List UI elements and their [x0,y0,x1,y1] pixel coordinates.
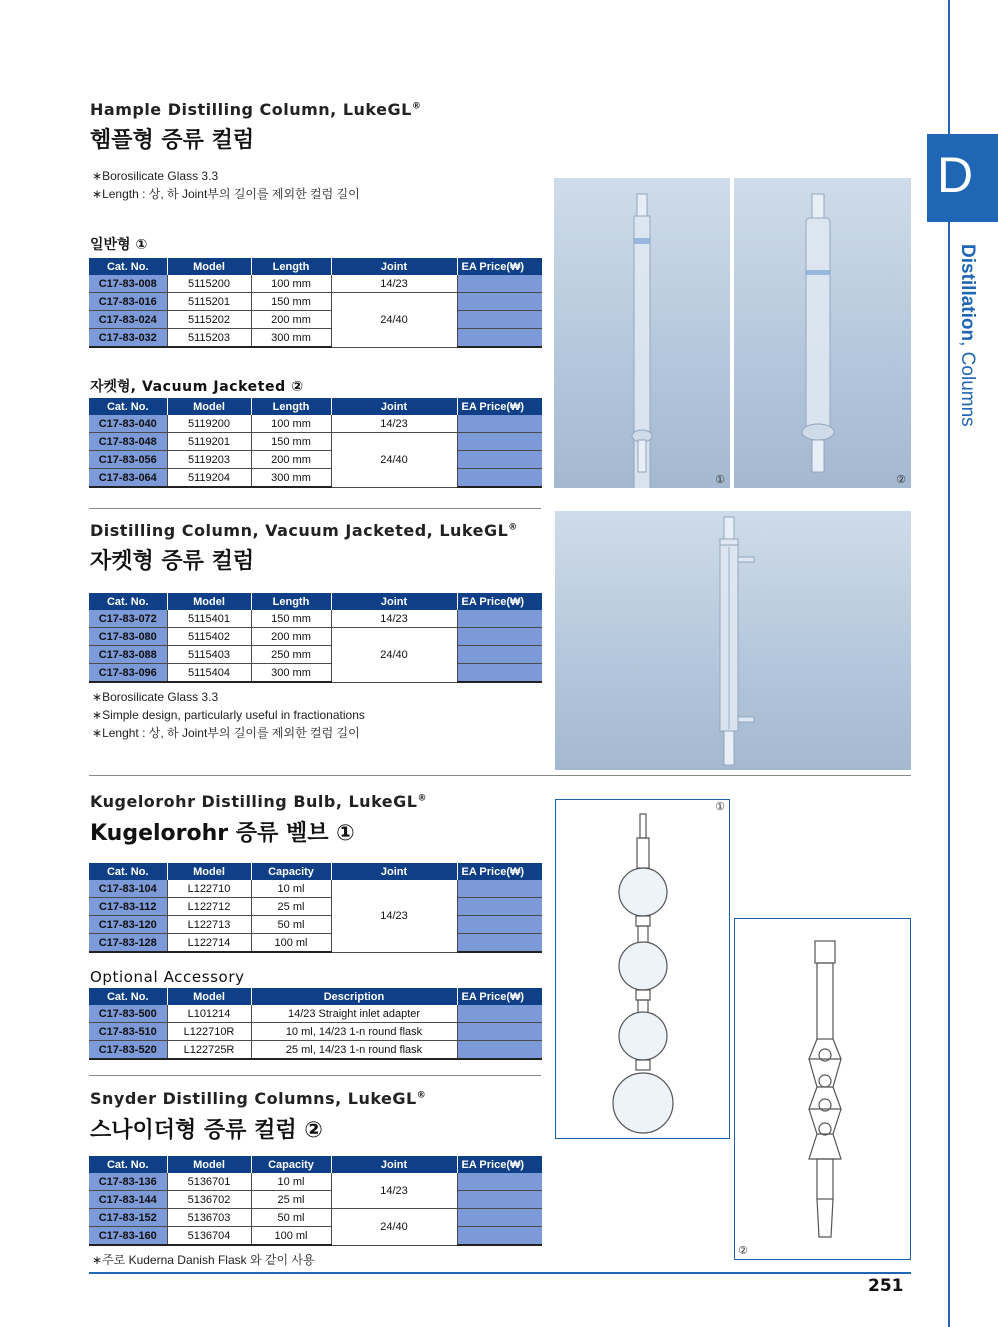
model: 5119201 [167,433,251,451]
model: L122710R [167,1023,251,1041]
note-line: ∗ Borosilicate Glass 3.3 [92,688,365,706]
hample-photo-2 [734,178,911,488]
capacity: 100 ml [251,1227,331,1246]
joint: 14/23 [331,275,457,293]
cat-no: C17-83-120 [89,916,167,934]
cat-no: C17-83-016 [89,293,167,311]
cat-no: C17-83-104 [89,880,167,898]
cat-no: C17-83-040 [89,415,167,433]
model: L122725R [167,1041,251,1060]
cat-no: C17-83-048 [89,433,167,451]
price-cell [457,1041,542,1060]
table-row [89,433,542,451]
price-cell [457,610,542,628]
cat-no: C17-83-056 [89,451,167,469]
length: 200 mm [251,311,331,329]
note-line: ∗ Simple design, particularly useful in fractionations [92,706,365,724]
col-header: Model [167,593,251,610]
vacuum-notes [92,688,365,742]
model: 5115202 [167,311,251,329]
col-header: EA Price(₩) [457,863,542,880]
snyder-title-en: Snyder Distilling Columns, LukeGL® [90,1089,427,1108]
price-cell [457,664,542,683]
photo-mark: ② [896,473,906,486]
joint: 24/40 [331,433,457,488]
hample-title-ko: 헴플형 증류 컬럼 [90,128,255,153]
length: 200 mm [251,628,331,646]
cat-no: C17-83-160 [89,1227,167,1246]
page-number: 251 [868,1276,904,1296]
model: 5119204 [167,469,251,488]
price-cell [457,1023,542,1041]
model: 5115401 [167,610,251,628]
length: 300 mm [251,664,331,683]
table-header-row [89,863,542,880]
table-row [89,628,542,646]
side-tab-letter-box [927,134,998,222]
kugelrohr-title-en: Kugelorohr Distilling Bulb, LukeGL® [90,792,427,811]
capacity: 100 ml [251,934,331,953]
capacity: 25 ml [251,1191,331,1209]
cat-no: C17-83-112 [89,898,167,916]
model: 5119200 [167,415,251,433]
cat-no: C17-83-080 [89,628,167,646]
hample-notes [92,167,360,203]
length: 300 mm [251,329,331,348]
section-divider [89,1075,541,1076]
length: 300 mm [251,469,331,488]
model: L101214 [167,1005,251,1023]
accessory-table [89,988,542,1060]
price-cell [457,646,542,664]
table-row [89,664,542,683]
table-row [89,451,542,469]
col-header: Capacity [251,1156,331,1173]
cat-no: C17-83-520 [89,1041,167,1060]
bulb-illustration [556,800,729,1138]
table-row [89,293,542,311]
length: 150 mm [251,610,331,628]
table-row [89,311,542,329]
col-header: Cat. No. [89,593,167,610]
col-header: EA Price(₩) [457,593,542,610]
col-header: Cat. No. [89,398,167,415]
length: 150 mm [251,433,331,451]
col-header: Joint [331,593,457,610]
table-row [89,1023,542,1041]
column-illustration [554,178,730,488]
hample-general-label: 일반형 ① [90,237,148,253]
length: 250 mm [251,646,331,664]
model: 5136703 [167,1209,251,1227]
cat-no: C17-83-064 [89,469,167,488]
snyder-table [89,1156,542,1246]
cat-no: C17-83-144 [89,1191,167,1209]
model: 5115403 [167,646,251,664]
section-divider [89,775,911,776]
col-header: Joint [331,258,457,275]
table-row [89,275,542,293]
cat-no: C17-83-128 [89,934,167,953]
model: L122713 [167,916,251,934]
snyder-column-illustration [735,919,910,1259]
table-row [89,415,542,433]
hample-jacketed-label: 자켓형, Vacuum Jacketed ② [90,379,304,395]
table-header-row [89,988,542,1005]
price-cell [457,628,542,646]
col-header: Description [251,988,457,1005]
col-header: Model [167,398,251,415]
price-cell [457,415,542,433]
col-header: Model [167,863,251,880]
col-header: Joint [331,398,457,415]
length: 100 mm [251,275,331,293]
photo-mark: ① [715,800,725,813]
table-header-row [89,398,542,415]
hample-title-en: Hample Distilling Column, LukeGL® [90,100,422,119]
cat-no: C17-83-136 [89,1173,167,1191]
model: L122710 [167,880,251,898]
photo-mark: ② [738,1244,748,1257]
joint: 14/23 [331,610,457,628]
cat-no: C17-83-500 [89,1005,167,1023]
side-tab-label [952,244,982,464]
note-line: ∗ Length : 상, 하 Joint부의 길이를 제외한 컬럼 길이 [92,185,360,203]
vacuum-title-en: Distilling Column, Vacuum Jacketed, LukeGL® [90,521,518,540]
cat-no: C17-83-032 [89,329,167,348]
hample-general-table [89,258,542,348]
col-header: Capacity [251,863,331,880]
col-header: EA Price(₩) [457,1156,542,1173]
price-cell [457,916,542,934]
model: L122714 [167,934,251,953]
col-header: Cat. No. [89,863,167,880]
price-cell [457,1173,542,1191]
price-cell [457,934,542,953]
col-header: EA Price(₩) [457,398,542,415]
model: 5136704 [167,1227,251,1246]
joint: 24/40 [331,628,457,683]
model: 5115203 [167,329,251,348]
model: 5115402 [167,628,251,646]
photo-mark: ① [715,473,725,486]
price-cell [457,1227,542,1246]
cat-no: C17-83-008 [89,275,167,293]
capacity: 50 ml [251,1209,331,1227]
table-row [89,1173,542,1191]
snyder-photo [734,918,911,1260]
price-cell [457,293,542,311]
col-header: EA Price(₩) [457,988,542,1005]
capacity: 50 ml [251,916,331,934]
kugelrohr-photo [555,799,730,1139]
col-header: Length [251,258,331,275]
joint: 14/23 [331,1173,457,1209]
price-cell [457,311,542,329]
length: 200 mm [251,451,331,469]
cat-no: C17-83-096 [89,664,167,683]
note-line: ∗ Lenght : 상, 하 Joint부의 길이를 제외한 컬럼 길이 [92,724,365,742]
col-header: Cat. No. [89,988,167,1005]
length: 100 mm [251,415,331,433]
accessory-title: Optional Accessory [90,968,245,986]
cat-no: C17-83-072 [89,610,167,628]
joint: 14/23 [331,415,457,433]
table-row [89,934,542,953]
price-cell [457,880,542,898]
hample-jacketed-table [89,398,542,488]
model: 5115201 [167,293,251,311]
hample-photo-1 [554,178,730,488]
model: L122712 [167,898,251,916]
table-row [89,646,542,664]
description: 10 ml, 14/23 1-n round flask [251,1023,457,1041]
col-header: Cat. No. [89,258,167,275]
side-tab-subcategory: , Columns [957,341,978,427]
table-row [89,1227,542,1246]
table-header-row [89,593,542,610]
kugelrohr-title-ko: Kugelorohr 증류 벨브 ① [90,821,355,846]
table-row [89,1005,542,1023]
capacity: 10 ml [251,880,331,898]
table-row [89,469,542,488]
price-cell [457,1005,542,1023]
capacity: 25 ml [251,898,331,916]
vacuum-column-illustration [555,511,911,770]
joint: 24/40 [331,293,457,348]
snyder-notes [92,1251,315,1269]
price-cell [457,1209,542,1227]
price-cell [457,469,542,488]
table-row [89,1041,542,1060]
cat-no: C17-83-088 [89,646,167,664]
model: 5119203 [167,451,251,469]
note-line: ∗ Borosilicate Glass 3.3 [92,167,360,185]
col-header: Joint [331,863,457,880]
model: 5136701 [167,1173,251,1191]
table-row [89,1191,542,1209]
footer-rule [89,1272,911,1274]
col-header: Length [251,593,331,610]
table-row [89,880,542,898]
joint: 24/40 [331,1209,457,1246]
table-row [89,898,542,916]
model: 5136702 [167,1191,251,1209]
description: 14/23 Straight inlet adapter [251,1005,457,1023]
vacuum-table [89,593,542,683]
table-row [89,610,542,628]
model: 5115200 [167,275,251,293]
model: 5115404 [167,664,251,683]
cat-no: C17-83-024 [89,311,167,329]
vacuum-title-ko: 자켓형 증류 컬럼 [90,549,255,574]
col-header: Joint [331,1156,457,1173]
price-cell [457,898,542,916]
jacketed-column-illustration [734,178,911,488]
table-row [89,1209,542,1227]
capacity: 10 ml [251,1173,331,1191]
col-header: Cat. No. [89,1156,167,1173]
table-header-row [89,258,542,275]
vacuum-photo [555,511,911,770]
note-line: ∗ 주로 Kuderna Danish Flask 와 같이 사용 [92,1251,315,1269]
joint: 14/23 [331,880,457,952]
cat-no: C17-83-152 [89,1209,167,1227]
col-header: Model [167,1156,251,1173]
price-cell [457,275,542,293]
section-divider [89,508,541,509]
col-header: EA Price(₩) [457,258,542,275]
table-header-row [89,1156,542,1173]
snyder-title-ko: 스나이더형 증류 컬럼 ② [90,1118,323,1143]
table-row [89,916,542,934]
kugelrohr-table [89,863,542,953]
price-cell [457,451,542,469]
price-cell [457,433,542,451]
length: 150 mm [251,293,331,311]
price-cell [457,329,542,348]
col-header: Model [167,988,251,1005]
col-header: Model [167,258,251,275]
table-row [89,329,542,348]
description: 25 ml, 14/23 1-n round flask [251,1041,457,1060]
cat-no: C17-83-510 [89,1023,167,1041]
price-cell [457,1191,542,1209]
side-tab-category: Distillation [957,244,978,342]
col-header: Length [251,398,331,415]
side-tab-letter: D [937,147,974,203]
